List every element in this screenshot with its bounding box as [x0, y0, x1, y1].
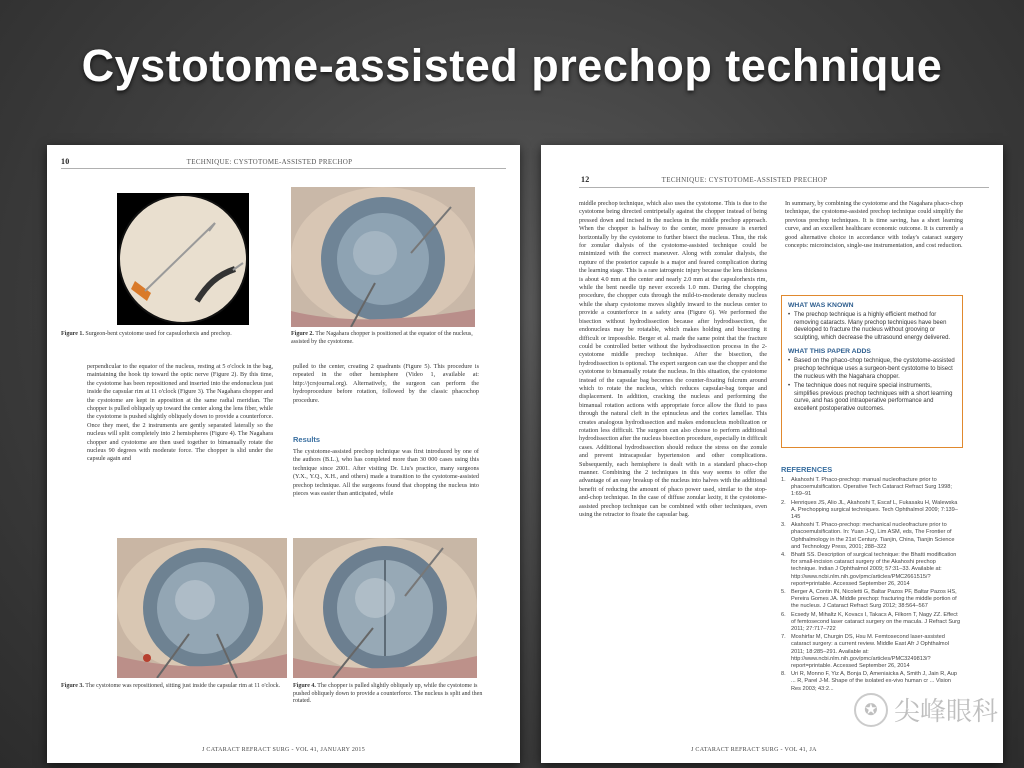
- reference-number: 8.: [781, 671, 786, 678]
- reference-item: [781, 552, 961, 588]
- reference-text: Moshirfar M, Churgin DS, Hsu M. Femtosecond laser-assisted cataract surgery: a current review. Middle East Afr J Ophthalmol 2011; 18:285–291. Available at: http://www.ncbi.nlm.nih.gov/pmc/articles/PMC3249813/?report=printable. Accessed September 26, 2014: [791, 634, 949, 670]
- figure-1-caption: [61, 331, 271, 339]
- what-was-known-item: • The prechop technique is a highly efficient method for removing cataracts. Many prechop techniques have been developed to fracture the nucleus without grooving or sculpting, which decrease the ultrasound energy delivered.: [788, 312, 956, 342]
- reference-number: 3.: [781, 522, 786, 529]
- left-head-rule: [61, 168, 506, 169]
- figure-3-label: Figure 3.: [61, 683, 84, 689]
- left-page-number: 10: [61, 157, 70, 166]
- figure-2-caption: [291, 331, 481, 346]
- figure-2-caption-text: The Nagahara chopper is positioned at the equator of the nucleus, assisted by the cystotome.: [291, 331, 473, 345]
- reference-text: Henriques JS, Alio JL, Akahoshi T, Escaf L, Fukasaku H, Walewska A. Prechopping surgical techniques. Tech Ophthalmol 2009; 7:139–145: [791, 499, 958, 521]
- references-heading: REFERENCES: [781, 465, 833, 474]
- reference-item: [781, 477, 961, 499]
- reference-number: 2.: [781, 499, 786, 506]
- watermark: [854, 691, 998, 728]
- reference-text: Ecsedy M, Mihaltz K, Kovacs I, Takacs A, Filkorn T, Nagy ZZ. Effect of femtosecond laser cataract surgery on the macula. J Refract Surg 2011; 27:717–722: [791, 611, 961, 633]
- figure-2-label: Figure 2.: [291, 331, 314, 337]
- figure-1-caption-text: Surgeon-bent cystotome used for capsulorhexis and prechop.: [85, 331, 232, 337]
- wechat-logo-icon: ✪: [854, 693, 888, 727]
- right-page-footer: J CATARACT REFRACT SURG - VOL 41, JA: [691, 747, 817, 753]
- reference-number: 5.: [781, 589, 786, 596]
- reference-number: 6.: [781, 611, 786, 618]
- reference-text: Bhatti SS. Description of surgical technique: the Bhatti modification for small-incision cataract surgery of the Akahoshi prechop technique. Indian J Ophthalmol 2009; 57:31–33. Available at: http://www.ncbi.nlm.nih.gov/pmc/articles/PMC2661515/?report=printable. Accessed September 26, 2014: [791, 552, 957, 587]
- reference-item: [781, 612, 961, 634]
- slide-title: Cystotome-assisted prechop technique: [81, 40, 943, 91]
- right-page-number: 12: [581, 175, 590, 184]
- reference-number: 4.: [781, 552, 786, 559]
- figure-4-photo: [293, 538, 477, 678]
- reference-item: [781, 634, 961, 670]
- figure-3-caption-text: The cystotome was repositioned, sitting just inside the capsular rim at 11 o'clock.: [85, 683, 281, 689]
- left-body-column-1: perpendicular to the equator of the nucleus, resting at 5 o'clock in the bag, maintaining the hook tip toward the optic nerve (Figure 2). By this time, the cystotome has been repositioned and inserted into the endonucleus just inside the capsular rim at 11 o'clock (Figure 3). The Nagahara chopper and the cystotome are kept in apposition at the same radial meridian. The chopper is pulled obliquely up toward the center along the lens fiber, while the cystotome is pushed slightly obliquely down to provide a counterforce. Once they meet, the 2 instruments are gently separated laterally so the nucleus will split completely into 2 hemispheres (Figure 4). The Nagahara chopper and cystotome are then used together to bimanually rotate the nucleus 90 degrees with moderate force. The chopper is slid under the capsule again and: [87, 363, 273, 463]
- left-journal-page: [47, 145, 520, 763]
- right-body-column-1: middle prechop technique, which also uses the cystotome. This is due to the cystotome being directed centripetally against the chopper instead of being pressed down and incised in the nucleus in the middle prechop approach. When the chopper is halfway to the center, more pressure is exerted horizontally by the cystotome to further bisect the nucleus. Thus, the risk for zonular dialysis of the cystotome-assisted technique could be minimized with the correct maneuver. Along with zonular dialysis, the rupture of the posterior capsule is a major and feared complication during the learning stage. This is a rare iatrogenic injury because the lens thickness is about 4.0 mm at the center and nearly 2.0 mm at the capsulorhexis rim, while the bent needle tip never exceeds 1.0 mm. During the chopping procedure, the chopper cuts through the mild-to-moderate density nucleus while the sharp cystotome moves slightly inward to the nucleus center to provide a counterforce in a safety area (Figure 6). We performed the bisection without hydrodissection because after hydrodissection, the endonucleus may be rotatable, which makes holding and bisecting it difficult or impossible. Berger et al. made the same point that the fracture could be controlled better without the hydrodissection process in the 2-cystotome middle prechop technique. After the bisection, the hydrodissection is optional. The expert surgeon can use the chopper and the cystotome to bimanually rotate the nucleus. In this situation, the cystotome instead of the capsular bag becomes the counter-fixating fulcrum around which to rotate the nucleus, which reduces capsular-bag torque and displacement. In addition, cracking the nucleus and performing the bimanual rotation actions with appropriate force allow the fluid to pass through the natural cleft in the epinucleus and the cortex lamellae. This creates analogous hydrodissection and makes endonucleus mobilization or rotation less difficult. The surgeon can also choose to perform additional hydrodissection after the nucleus bisection procedure, especially in difficult cases. Additional hydrodissection should reduce the stress on the zonule and prevent intracapsular hypertension and other complications. Subsequently, each hemisphere is dealt with in a standard phaco-chop manner. Combining the 2 techniques in this way seems to offer the advantage of an easy breakup of the nucleus into halves with the additional benefit of reducing the amount of phaco power used, similar to the stop-and-chop technique. In the case of diffuse zonular laxity, it the cystotome-assisted prechop technique can be combined with other techniques, even using the retractor to fixate the capsular bag.: [579, 200, 767, 519]
- what-was-known-heading: WHAT WAS KNOWN: [788, 302, 854, 309]
- reference-number: 7.: [781, 634, 786, 641]
- left-running-head-text: TECHNIQUE: CYSTOTOME-ASSISTED PRECHOP: [186, 158, 353, 166]
- left-page-footer: J CATARACT REFRACT SURG - VOL 41, JANUARY 2015: [201, 747, 366, 753]
- reference-text: Akahoshi T. Phaco-prechop: mechanical nucleofracture prior to phacoemulsification. In: Yuan J-Q, Lim ASM, eds, The Frontier of Ophthalmology in the 21st Century. Tianjin, China, Tianjin Science and Technology Press, 2001; 288–322: [791, 522, 955, 550]
- right-body-column-2: In summary, by combining the cystotome and the Nagahara phaco-chop technique, the cystotome-assisted prechop technique could simplify the previous prechop techniques. It is time saving, has a short learning curve, and an excellent healthcare economic outcome. It is currently a good alternative choice in accordance with today's cataract surgery concepts: microincision, single-use instrumentation, and cost reduction.: [785, 200, 963, 250]
- right-head-rule: [579, 187, 989, 188]
- paper-adds-item-2: • The technique does not require special instruments, simplifies previous prechop techniques with a short learning curve, and has good intraoperative performance and excellent postoperative outcomes.: [788, 383, 956, 413]
- figure-3-photo: [117, 538, 287, 678]
- figure-2-photo: [291, 187, 475, 327]
- figure-4-caption: [293, 683, 489, 706]
- figure-1-photo: [117, 193, 249, 325]
- key-points-box: [781, 295, 963, 448]
- what-this-paper-adds-heading: WHAT THIS PAPER ADDS: [788, 348, 871, 356]
- figure-4-caption-text: The chopper is pulled slightly obliquely up, while the cystotome is pushed obliquely down to provide a counterforce. The nucleus is split and then rotated.: [293, 683, 483, 705]
- right-running-head: [581, 175, 827, 184]
- reference-text: Uri R, Monno F, Yiz A, Bonja D, Ameniaicka A, Smith J, Jain R, Aup ... R, Parel J-M. Shape of the isolated ex-vivo human cr ... Vision Res 2003; 43:2...: [791, 671, 958, 692]
- reference-item: [781, 522, 961, 551]
- figure-4-label: Figure 4.: [293, 683, 316, 689]
- figure-3-caption: [61, 683, 281, 691]
- left-body-column-2a: pulled to the center, creating 2 quadrants (Figure 5). This procedure is repeated in the other hemisphere (Video 1, available at: http://jcrsjournal.org). Alternatively, the surgeon can perform the hydroprocedure before rotation, followed by the classic phacochop procedure.: [293, 363, 479, 404]
- left-running-head: [61, 157, 352, 166]
- reference-item: [781, 500, 961, 522]
- reference-item: [781, 589, 961, 611]
- results-heading: Results: [293, 435, 321, 444]
- right-journal-page: [541, 145, 1003, 763]
- reference-text: Akahoshi T. Phaco-prechop: manual nucleofracture prior to phacoemulsification. Operative Tech Cataract Refract Surg 1998; 1:69–91: [791, 477, 952, 498]
- figure-1-label: Figure 1.: [61, 331, 84, 337]
- watermark-text: 尖峰眼科: [893, 697, 998, 727]
- right-running-head-text: TECHNIQUE: CYSTOTOME-ASSISTED PRECHOP: [661, 176, 828, 184]
- reference-number: 1.: [781, 477, 786, 483]
- left-body-column-2b: The cystotome-assisted prechop technique was first introduced by one of the authors (B.L.), who has completed more than 30 000 cases using this technique since 2001. After visiting Dr. Liu's practice, many surgeons (Y.X., Y.Q., X.H., and others) made a transition to the cystotome-assisted prechop technique. All the surgeons found that chopping the nucleus into pieces was easier than anticipated, while: [293, 448, 479, 498]
- reference-text: Berger A, Contin IN, Nicoletti G, Baltar Pazos PF, Baltar Pazos HS, Pereira Gomes JA. Middle prechop: fracturing the middle portion of the nucleus. J Cataract Refract Surg 2012; 38:564–567: [791, 589, 957, 610]
- reference-item: [781, 671, 961, 693]
- paper-adds-item-1: • Based on the phaco-chop technique, the cystotome-assisted prechop technique uses a surgeon-bent cystotome to bisect the nucleus with the Nagahara chopper.: [788, 358, 956, 381]
